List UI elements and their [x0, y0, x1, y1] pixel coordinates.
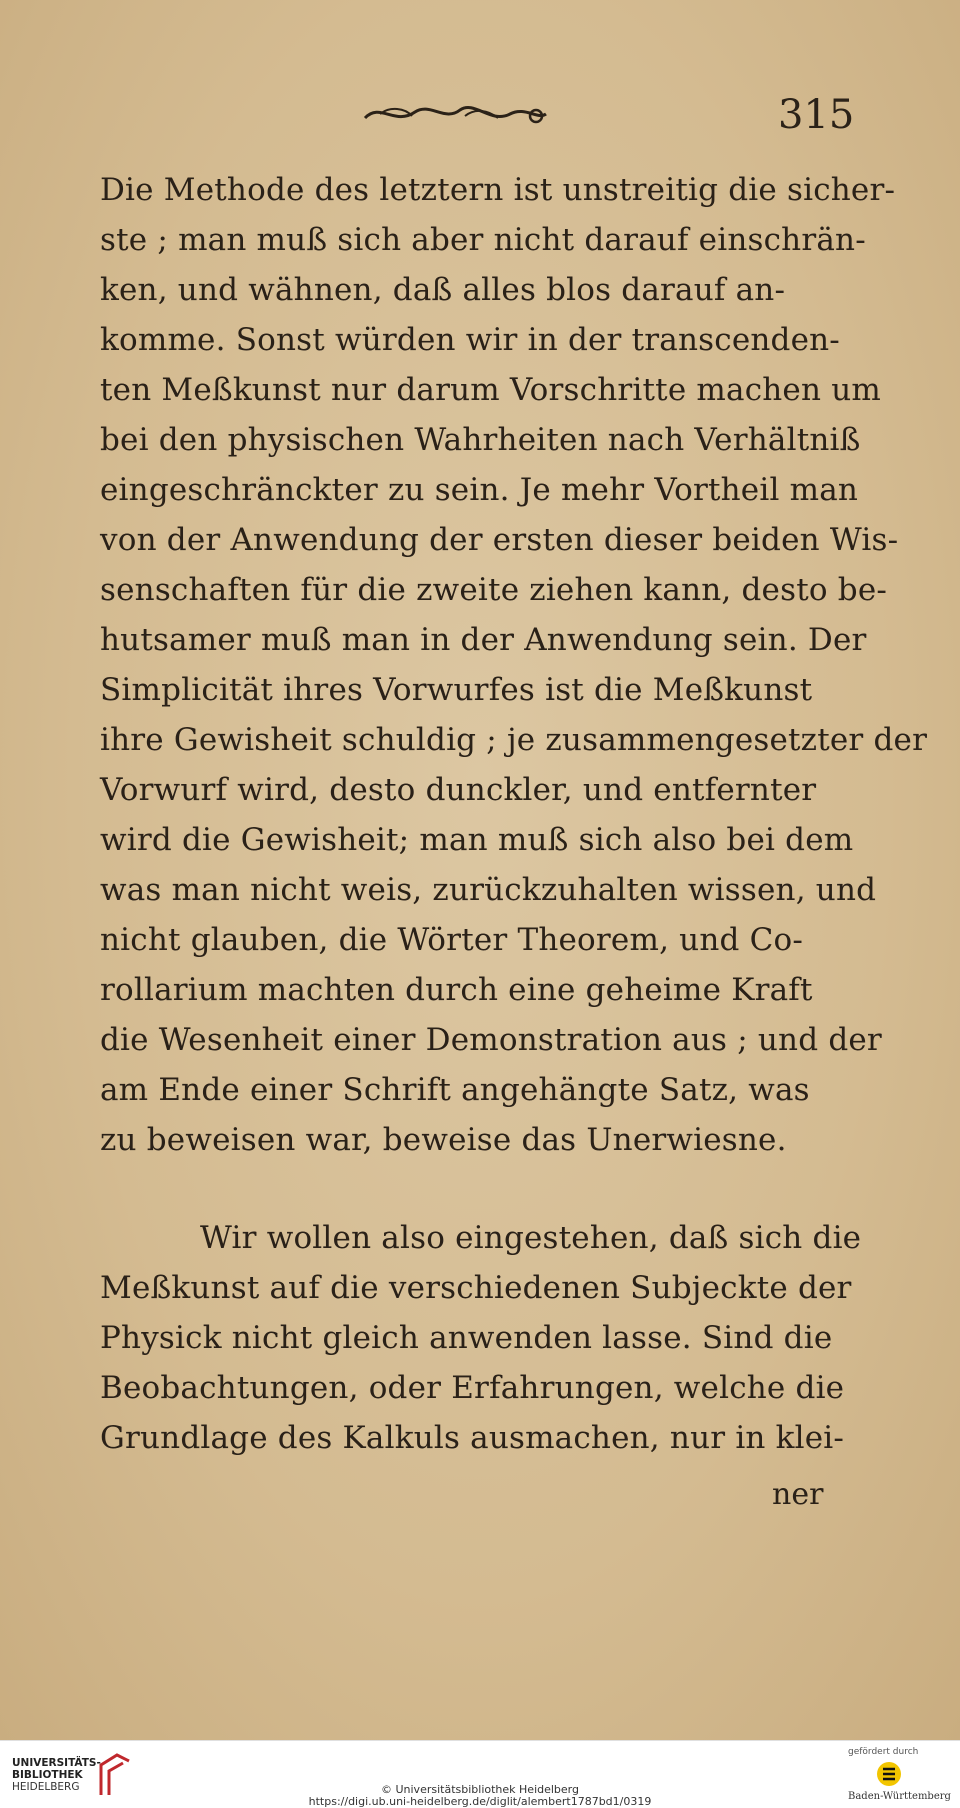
- text-line: bei den physischen Wahrheiten nach Verhältniß: [100, 422, 861, 458]
- footer-bar: [0, 1740, 960, 1808]
- text-line: Wir wollen also eingestehen, daß sich die: [200, 1220, 862, 1256]
- state-name: Baden-Württemberg: [848, 1791, 951, 1802]
- text-line: wird die Gewisheit; man muß sich also bei dem: [100, 822, 854, 858]
- text-line: komme. Sonst würden wir in der transcenden-: [100, 322, 840, 358]
- state-emblem-icon: [876, 1761, 902, 1787]
- text-line: Grundlage des Kalkuls ausmachen, nur in klei-: [100, 1420, 845, 1456]
- page-text: [100, 165, 928, 1463]
- text-line: ken, und wähnen, daß alles blos darauf an-: [100, 272, 786, 308]
- text-line: am Ende einer Schrift angehängte Satz, was: [100, 1072, 810, 1108]
- text-line: die Wesenheit einer Demonstration aus ; und der: [100, 1022, 882, 1058]
- text-line: rollarium machten durch eine geheime Kraft: [100, 972, 813, 1008]
- text-line: was man nicht weis, zurückzuhalten wissen, und: [100, 872, 877, 908]
- text-line: senschaften für die zweite ziehen kann, desto be-: [100, 572, 888, 608]
- text-line: hutsamer muß man in der Anwendung sein. Der: [100, 622, 867, 658]
- text-line: Simplicität ihres Vorwurfes ist die Meßkunst: [100, 672, 813, 708]
- catchword: ner: [772, 1477, 824, 1512]
- page-url-link[interactable]: https://digi.ub.uni-heidelberg.de/diglit/alembert1787bd1/0319: [308, 1795, 652, 1808]
- ornament-icon: [360, 96, 550, 132]
- text-line: Die Methode des letztern ist unstreitig die sicher-: [100, 172, 896, 208]
- text-line: Meßkunst auf die verschiedenen Subjeckte der: [100, 1270, 852, 1306]
- text-line: ste ; man muß sich aber nicht darauf einschrän-: [100, 222, 866, 258]
- text-line: nicht glauben, die Wörter Theorem, und Co-: [100, 922, 804, 958]
- text-line: Vorwurf wird, desto dunckler, und entfernter: [100, 772, 817, 808]
- funded-by-label: gefördert durch: [848, 1747, 919, 1757]
- copyright-text: © Universitätsbibliothek Heidelberg: [380, 1783, 579, 1796]
- library-name: UNIVERSITÄTS- BIBLIOTHEK HEIDELBERG: [12, 1757, 101, 1793]
- page-number: 315: [778, 92, 855, 138]
- text-line: von der Anwendung der ersten dieser beiden Wis-: [100, 522, 899, 558]
- text-line: zu beweisen war, beweise das Unerwiesne.: [100, 1122, 787, 1158]
- text-line: ihre Gewisheit schuldig ; je zusammengesetzter der: [100, 722, 928, 758]
- text-line: ten Meßkunst nur darum Vorschritte machen um: [100, 372, 881, 408]
- text-line: Beobachtungen, oder Erfahrungen, welche die: [100, 1370, 845, 1406]
- text-line: eingeschränckter zu sein. Je mehr Vortheil man: [100, 472, 859, 508]
- text-line: Physick nicht gleich anwenden lasse. Sind die: [100, 1320, 833, 1356]
